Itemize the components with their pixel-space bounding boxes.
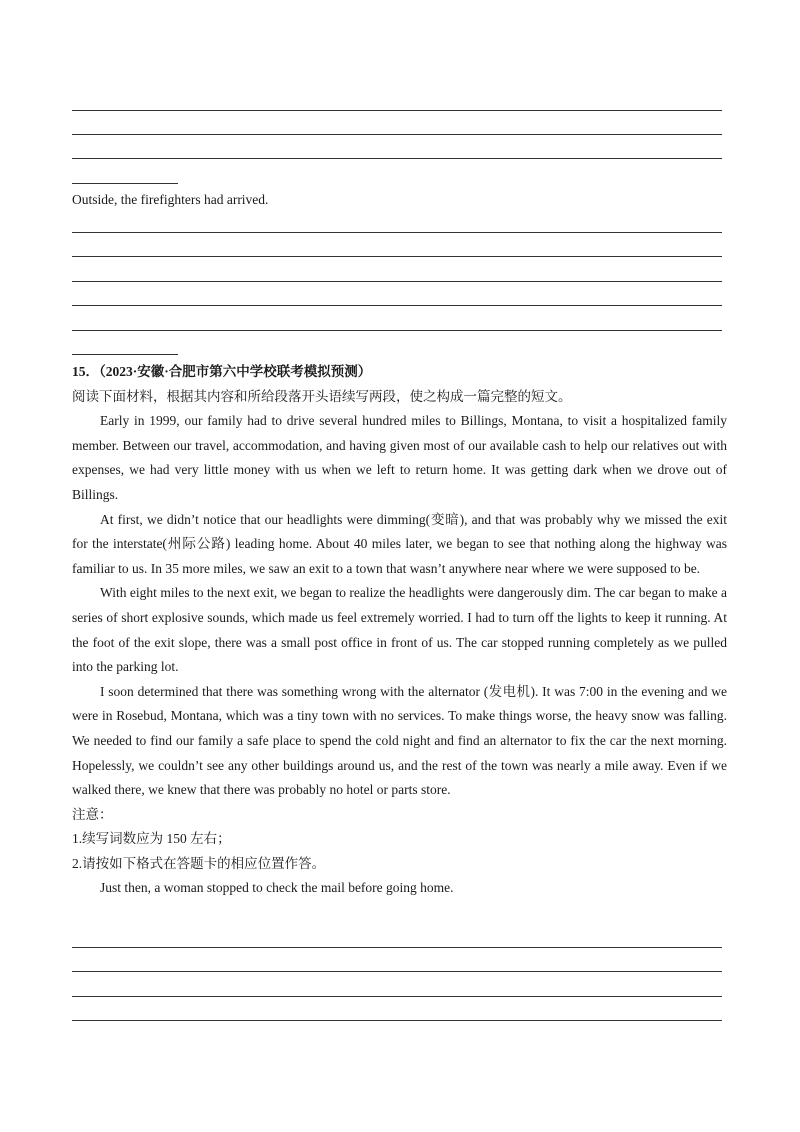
answer-line bbox=[72, 232, 722, 233]
note-item-1: 1.续写词数应为 150 左右； bbox=[72, 831, 231, 847]
answer-line bbox=[72, 158, 722, 159]
answer-line bbox=[72, 305, 722, 306]
answer-line bbox=[72, 971, 722, 972]
answer-line-short bbox=[72, 354, 178, 355]
passage-paragraph-2: At first, we didn’t notice that our headlights were dimming(变暗), and that was probably why we missed the exit for the interstate(州际公路) leading home. About 40 miles later, we began to see that nothing along the highway was familiar to us. In 35 more miles, we saw an exit to a town that wasn’t anywhere near where we were supposed to be. bbox=[72, 511, 727, 576]
answer-line bbox=[72, 330, 722, 331]
question-block bbox=[72, 360, 727, 901]
continuation-prompt: Just then, a woman stopped to check the mail before going home. bbox=[100, 880, 454, 896]
answer-line-short bbox=[72, 183, 178, 184]
section-prompt: Outside, the firefighters had arrived. bbox=[72, 192, 269, 207]
passage-paragraph-4: I soon determined that there was something wrong with the alternator (发电机). It was 7:00 in the evening and we were in Rosebud, Montana, which was a tiny town with no services. To make things worse, the heavy snow was falling. We needed to find our family a safe place to spend the cold night and find an alternator to fix the car the next morning. Hopelessly, we couldn’t see any other buildings around us, and the rest of the town was nearly a mile away. Even if we walked there, we knew that there was probably no hotel or parts store. bbox=[72, 683, 727, 798]
note-item-2: 2.请按如下格式在答题卡的相应位置作答。 bbox=[72, 855, 326, 871]
question-instruction: 阅读下面材料，根据其内容和所给段落开头语续写两段，使之构成一篇完整的短文。 bbox=[72, 388, 572, 404]
passage-paragraph-3: With eight miles to the next exit, we began to realize the headlights were dangerously dim. The car began to make a series of short explosive sounds, which made us feel extremely worried. I had to turn off the lights to keep it running. At the foot of the exit slope, there was a small post office in front of us. The car stopped running completely as we pulled into the parking lot. bbox=[72, 585, 727, 675]
answer-line bbox=[72, 256, 722, 257]
note-label: 注意： bbox=[72, 806, 113, 822]
answer-line bbox=[72, 1020, 722, 1021]
question-title: 15．（2023·安徽·合肥市第六中学校联考模拟预测） bbox=[72, 364, 372, 379]
passage-paragraph-1: Early in 1999, our family had to drive several hundred miles to Billings, Montana, to visit a hospitalized family member. Between our travel, accommodation, and having given most of our available cash to help our relatives out with expenses, we had very little money with us when we left to return home. It was getting dark when we drove out of Billings. bbox=[72, 413, 727, 502]
answer-line bbox=[72, 996, 722, 997]
answer-line bbox=[72, 110, 722, 111]
answer-line bbox=[72, 947, 722, 948]
answer-line bbox=[72, 134, 722, 135]
answer-line bbox=[72, 281, 722, 282]
